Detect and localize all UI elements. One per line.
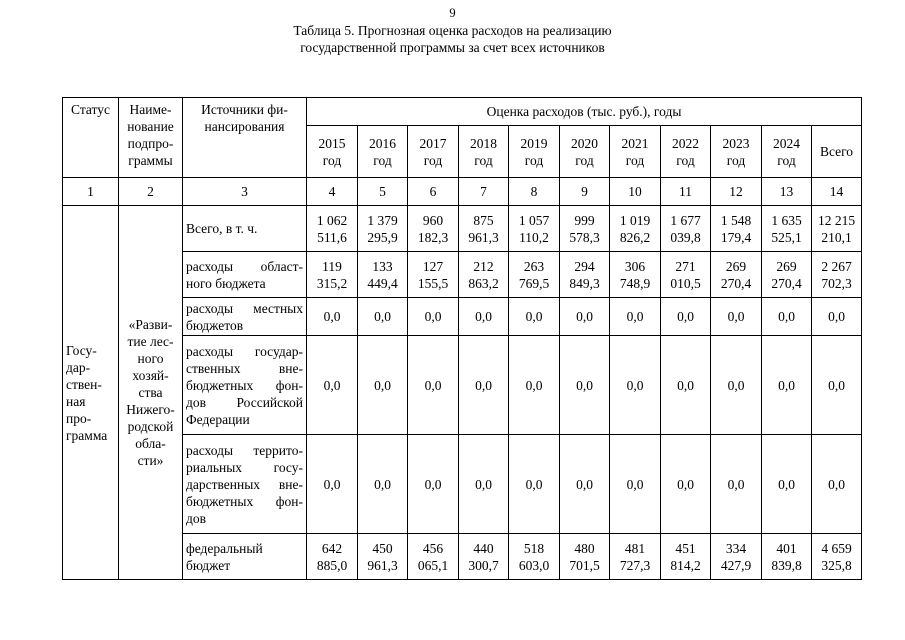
value-cell [408,298,459,336]
value-line: 961,3 [468,229,499,245]
value-cell [307,206,358,252]
header-year-line: 2018 [470,135,497,151]
header-year-line: год [676,152,695,168]
funding-source-line: дарственных вне- [186,476,303,492]
value-cell [610,534,661,580]
value-cell [711,336,762,435]
header-year-line: год [373,152,392,168]
header-year-line: год [777,152,796,168]
value-line: 269 [776,258,797,274]
value-line: 0,0 [727,377,745,393]
subprogram-line: «Разви- [128,317,173,332]
value-cell [408,206,459,252]
value-line: 427,9 [720,557,752,573]
value-line: 295,9 [367,229,398,245]
value-cell [762,298,812,336]
subprogram-cell [119,206,183,580]
header-year-line: 2016 [369,135,396,151]
header-name-line: граммы [128,153,173,168]
funding-source-cell [183,206,307,252]
value-line: 065,1 [417,557,449,573]
funding-source-line: бюджетов [186,317,244,333]
value-cell [610,206,661,252]
value-cell [661,298,711,336]
value-cell [358,534,408,580]
value-line: 0,0 [374,476,391,492]
value-line: 0,0 [424,377,442,393]
value-cell [610,435,661,534]
funding-source-line: Федерации [186,411,250,427]
value-line: 0,0 [828,377,845,393]
value-cell [560,252,610,298]
funding-source-line: расходы террито- [186,442,303,458]
value-line: 210,1 [821,229,852,245]
value-cell [459,435,509,534]
column-number: 4 [307,178,358,206]
value-cell [509,435,560,534]
value-line: 325,8 [821,557,852,573]
subprogram-line: Нижего- [126,402,175,417]
value-cell [812,336,862,435]
value-line: 603,0 [518,557,550,573]
header-year-line: 2019 [520,135,548,151]
caption-line-1: Таблица 5. Прогнозная оценка расходов на реализацию [293,23,612,38]
value-line: 270,4 [720,275,752,291]
value-line: 0,0 [828,476,845,492]
table-row [63,252,862,298]
value-line: 1 635 [771,212,802,228]
value-line: 642 [321,540,343,556]
header-year-line: год [474,152,493,168]
header-name-line: Наиме- [129,102,172,117]
page-number: 9 [449,6,456,20]
header-year-line: 2024 [773,135,800,151]
value-cell [661,435,711,534]
funding-source-line: ственных вне- [186,360,303,376]
value-cell [408,252,459,298]
value-line: 961,3 [367,557,398,573]
value-line: 456 [422,540,444,556]
subprogram-line: сти» [137,453,164,468]
header-year-line: год [575,152,594,168]
header-year-line: год [423,152,443,168]
header-status: Статус [63,98,119,178]
funding-source-line: бюджетных фон- [186,377,303,393]
header-year-2022 [661,126,711,178]
column-number: 12 [711,178,762,206]
value-cell [762,435,812,534]
status-line: дар- [66,359,91,375]
subprogram-line: хозяй- [132,368,169,383]
value-line: 525,1 [771,229,802,245]
value-cell [307,298,358,336]
status-line: ствен- [66,376,102,392]
value-line: 0,0 [576,309,593,324]
header-year-line: год [726,152,746,168]
value-line: 480 [574,540,595,556]
value-line: 1 057 [518,212,550,228]
value-line: 960 [422,212,444,228]
value-cell [661,206,711,252]
value-line: 0,0 [525,377,543,393]
value-cell [307,435,358,534]
value-cell [509,534,560,580]
value-line: 212 [473,258,494,274]
value-line: 0,0 [626,476,644,492]
value-cell [459,534,509,580]
value-line: 769,5 [518,275,550,291]
header-name-line: нование [127,119,174,134]
value-cell [762,534,812,580]
table-row [63,435,862,534]
value-cell [711,252,762,298]
funding-source-line: бюджетных фон- [186,493,303,509]
value-line: 451 [675,540,696,556]
header-year-2023 [711,126,762,178]
value-line: 511,6 [317,229,347,245]
subprogram-line: родской [127,419,174,434]
value-line: 702,3 [821,275,852,291]
funding-source-line: расходы местных [186,300,303,316]
value-cell [661,534,711,580]
value-cell [762,206,812,252]
column-number: 5 [358,178,408,206]
table-row [63,534,862,580]
value-line: 449,4 [367,275,398,291]
value-cell [509,252,560,298]
funding-source-cell [183,252,307,298]
value-line: 0,0 [727,476,745,492]
header-year-2015 [307,126,358,178]
status-line: Госу- [66,342,97,358]
value-line: 0,0 [778,309,795,324]
value-line: 0,0 [626,377,644,393]
value-line: 010,5 [670,275,701,291]
value-line: 814,2 [670,557,701,573]
value-line: 839,8 [771,557,802,573]
header-year-line: 2020 [571,135,598,151]
value-cell [560,206,610,252]
value-cell [509,336,560,435]
value-line: 481 [624,540,646,556]
table-row [63,298,862,336]
status-line: про- [66,410,92,426]
header-year-2020 [560,126,610,178]
header-year-2018 [459,126,509,178]
value-line: 0,0 [727,309,745,324]
value-line: 110,2 [519,229,549,245]
value-cell [762,252,812,298]
header-year-line: 2017 [419,135,447,151]
value-line: 270,4 [771,275,802,291]
value-line: 701,5 [569,557,600,573]
value-cell [711,298,762,336]
value-cell [560,534,610,580]
value-line: 0,0 [778,377,795,393]
header-year-2021 [610,126,661,178]
value-line: 0,0 [677,309,694,324]
value-line: 306 [624,258,646,274]
value-line: 127 [422,258,444,274]
value-cell [812,435,862,534]
table-row [63,336,862,435]
subprogram-line: ства [138,385,163,400]
value-line: 300,7 [468,557,499,573]
header-year-2019 [509,126,560,178]
expense-estimate-table [62,97,862,580]
value-cell [661,336,711,435]
value-cell [812,298,862,336]
value-line: 269 [725,258,747,274]
header-year-line: год [524,152,544,168]
value-line: 315,2 [316,275,348,291]
value-line: 849,3 [569,275,600,291]
funding-source-line: риальных госу- [186,459,303,475]
header-year-2016 [358,126,408,178]
header-row-1 [63,98,862,126]
header-year-line: год [625,152,645,168]
funding-source-cell [183,336,307,435]
column-number: 11 [661,178,711,206]
value-line: 4 659 [821,540,852,556]
status-line: ная [66,393,86,409]
column-number: 9 [560,178,610,206]
value-line: 875 [473,212,494,228]
value-cell [610,298,661,336]
header-year-2017 [408,126,459,178]
column-number: 2 [119,178,183,206]
status-line: грамма [66,427,108,443]
value-line: 0,0 [778,476,795,492]
header-year-line: 2023 [722,135,750,151]
value-line: 401 [776,540,797,556]
value-line: 0,0 [576,377,593,393]
value-line: 0,0 [424,476,442,492]
value-line: 0,0 [424,309,442,324]
value-line: 0,0 [374,377,391,393]
value-line: 2 267 [821,258,852,274]
value-cell [610,336,661,435]
table-caption [0,22,905,56]
value-line: 450 [372,540,393,556]
value-cell [560,298,610,336]
header-year-line: год [322,152,342,168]
value-cell [307,534,358,580]
header-name-line: подпро- [127,136,174,151]
value-cell [307,336,358,435]
value-cell [610,252,661,298]
value-line: 0,0 [677,377,694,393]
value-line: 1 548 [720,212,752,228]
value-line: 1 062 [316,212,348,228]
value-line: 727,3 [619,557,651,573]
header-source-line: нансирования [204,119,285,134]
value-cell [307,252,358,298]
value-cell [358,206,408,252]
value-cell [711,435,762,534]
column-number: 8 [509,178,560,206]
value-cell [358,336,408,435]
table-row [63,206,862,252]
header-year-2024 [762,126,812,178]
funding-source-line: дов Российской [186,394,303,410]
value-cell [459,336,509,435]
header-source-line: Источники фи- [201,102,288,117]
column-number: 6 [408,178,459,206]
column-number: 7 [459,178,509,206]
value-line: 263 [523,258,545,274]
funding-source-line: Всего, в т. ч. [186,221,258,236]
value-line: 440 [473,540,494,556]
column-number: 13 [762,178,812,206]
value-cell [358,252,408,298]
value-line: 1 677 [670,212,701,228]
value-line: 863,2 [468,275,499,291]
column-number: 3 [183,178,307,206]
value-line: 1 379 [367,212,398,228]
value-line: 1 019 [619,212,651,228]
value-line: 518 [523,540,545,556]
value-line: 179,4 [720,229,752,245]
funding-source-cell [183,435,307,534]
value-line: 0,0 [475,377,492,393]
funding-source-line: ного бюджета [186,275,266,291]
value-line: 0,0 [626,309,644,324]
value-line: 0,0 [525,309,543,324]
value-line: 334 [725,540,747,556]
value-line: 0,0 [576,476,593,492]
value-line: 999 [574,212,595,228]
value-line: 182,3 [417,229,449,245]
value-cell [459,252,509,298]
value-cell [812,534,862,580]
value-line: 0,0 [323,476,341,492]
value-line: 0,0 [374,309,391,324]
value-line: 748,9 [619,275,651,291]
value-line: 0,0 [525,476,543,492]
value-cell [408,435,459,534]
value-cell [459,206,509,252]
header-year-line: 2021 [621,135,649,151]
value-cell [560,435,610,534]
value-line: 0,0 [475,476,492,492]
value-line: 578,3 [569,229,600,245]
subprogram-line: тие лес- [127,334,174,349]
funding-source-line: дов [186,510,206,526]
value-cell [358,435,408,534]
header-estimate: Оценка расходов (тыс. руб.), годы [307,98,862,126]
column-number: 10 [610,178,661,206]
funding-source-line: бюджет [186,557,231,573]
funding-source-cell [183,298,307,336]
value-line: 039,8 [670,229,701,245]
value-line: 0,0 [475,309,492,324]
value-cell [711,534,762,580]
value-line: 0,0 [677,476,694,492]
header-year-line: 2022 [672,135,699,151]
value-line: 826,2 [619,229,651,245]
header-year-line: 2015 [318,135,346,151]
value-line: 12 215 [817,212,856,228]
header-total: Всего [812,126,862,178]
funding-source-line: расходы област- [186,258,303,274]
value-line: 0,0 [323,377,341,393]
value-cell [560,336,610,435]
value-line: 119 [322,258,342,274]
value-line: 155,5 [417,275,449,291]
value-line: 0,0 [828,309,845,324]
value-line: 133 [372,258,393,274]
column-number: 14 [812,178,862,206]
value-cell [358,298,408,336]
header-subprogram-name [119,98,183,178]
value-cell [762,336,812,435]
value-cell [812,206,862,252]
value-cell [408,336,459,435]
value-line: 271 [675,258,696,274]
funding-source-line: расходы государ- [186,343,303,359]
value-cell [459,298,509,336]
value-cell [711,206,762,252]
funding-source-cell [183,534,307,580]
value-cell [812,252,862,298]
header-funding-sources [183,98,307,178]
value-cell [408,534,459,580]
subprogram-line: ного [137,351,164,366]
value-line: 294 [574,258,595,274]
value-cell [509,206,560,252]
status-cell [63,206,119,580]
value-line: 885,0 [316,557,348,573]
column-number: 1 [63,178,119,206]
value-cell [509,298,560,336]
subprogram-line: обла- [135,436,166,451]
value-line: 0,0 [323,309,341,324]
column-number-row [63,178,862,206]
funding-source-line: федеральный [186,540,263,556]
caption-line-2: государственной программы за счет всех источников [300,40,605,55]
value-cell [661,252,711,298]
